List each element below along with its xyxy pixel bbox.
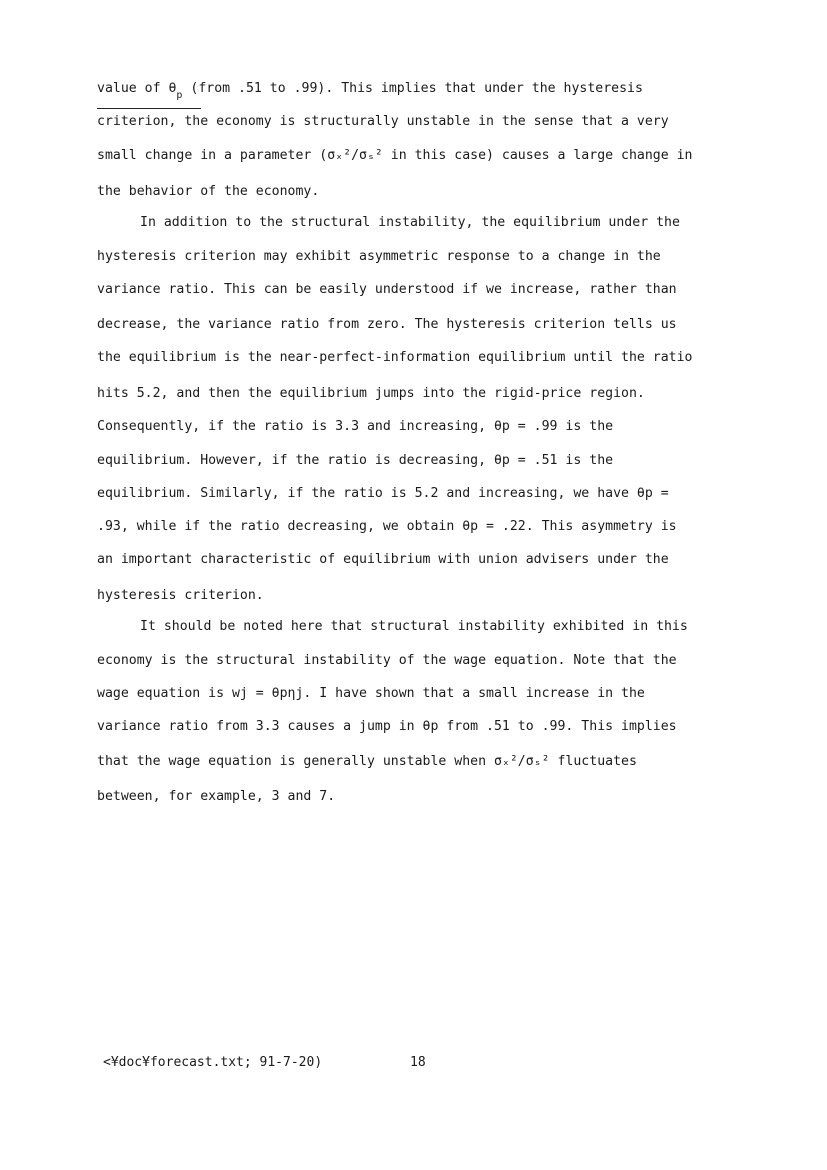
text-line: In addition to the structural instability, the equilibrium under the [140, 215, 680, 230]
text-line: small change in a parameter (σₓ²/σₛ² in this case) causes a large change in [97, 148, 693, 163]
text-line: criterion, the economy is structurally unstable in the sense that a very [97, 114, 669, 129]
text-line: hits 5.2, and then the equilibrium jumps into the rigid-price region. [97, 386, 645, 401]
text-line: economy is the structural instability of the wage equation. Note that the [97, 653, 677, 668]
text-line: that the wage equation is generally unstable when σₓ²/σₛ² fluctuates [97, 754, 637, 769]
footer-source: <¥doc¥forecast.txt; 91-7-20) [103, 1055, 323, 1070]
text-line: equilibrium. However, if the ratio is decreasing, θp = .51 is the [97, 453, 614, 468]
text-line: the equilibrium is the near-perfect-information equilibrium until the ratio [97, 350, 693, 365]
underline-rule [97, 108, 201, 109]
text-line: an important characteristic of equilibrium with union advisers under the [97, 552, 669, 567]
text-line: decrease, the variance ratio from zero. The hysteresis criterion tells us [97, 317, 677, 332]
text-line: equilibrium. Similarly, if the ratio is 5.2 and increasing, we have θp = [97, 486, 669, 501]
text-line: value of $\theta_p$ (from .51 to .99). This implies that under the hysteresis [97, 81, 643, 101]
page-number: 18 [410, 1055, 426, 1070]
text-line: variance ratio. This can be easily understood if we increase, rather than [97, 282, 677, 297]
text-line: Consequently, if the ratio is 3.3 and increasing, θp = .99 is the [97, 419, 614, 434]
text-line: hysteresis criterion. [97, 588, 264, 603]
text-line: wage equation is wj = θpηj. I have shown that a small increase in the [97, 686, 645, 701]
text-line: variance ratio from 3.3 causes a jump in θp from .51 to .99. This implies [97, 719, 677, 734]
text-line: It should be noted here that structural instability exhibited in this [140, 619, 688, 634]
text-line: hysteresis criterion may exhibit asymmetric response to a change in the [97, 249, 661, 264]
text-line: the behavior of the economy. [97, 184, 320, 199]
text-line: between, for example, 3 and 7. [97, 789, 336, 804]
text-line: .93, while if the ratio decreasing, we obtain θp = .22. This asymmetry is [97, 519, 677, 534]
